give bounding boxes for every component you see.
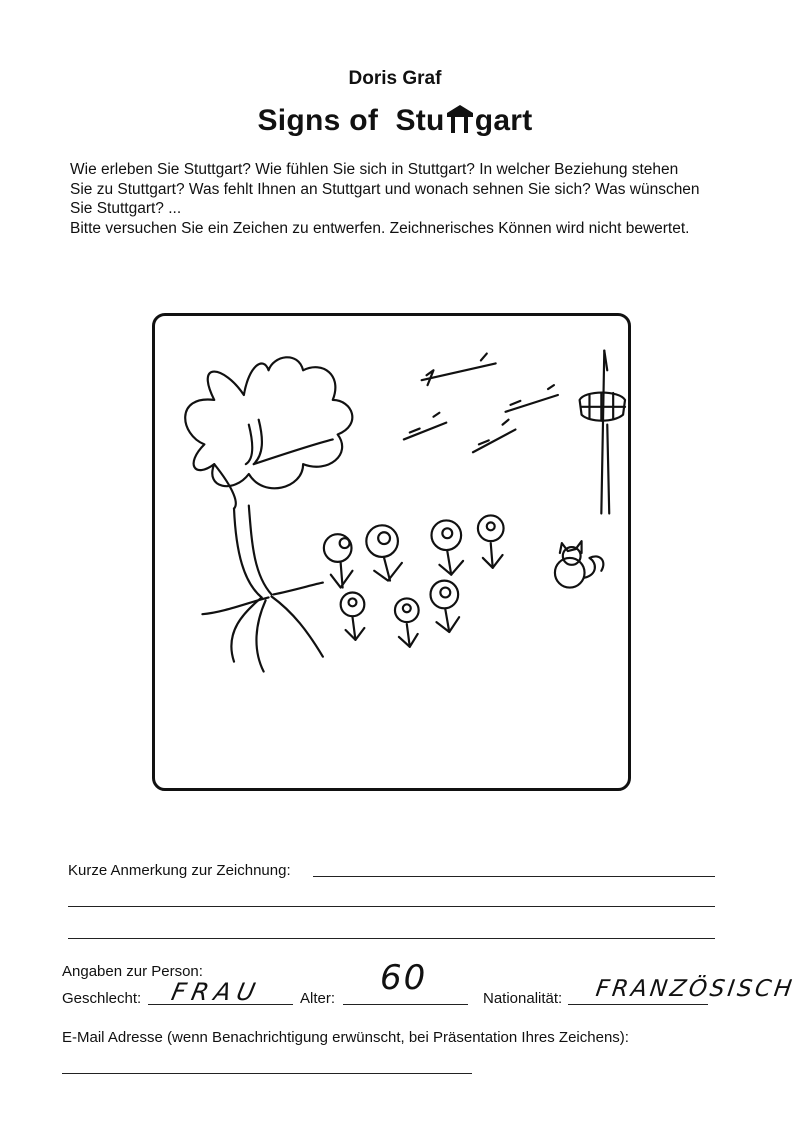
cat-icon bbox=[555, 541, 603, 587]
title-part-1: Signs of bbox=[257, 104, 379, 137]
gender-label: Geschlecht: bbox=[62, 990, 142, 1007]
intro-line: Bitte versuchen Sie ein Zeichen zu entwerfen. Zeichnerisches Können wird nicht bewertet. bbox=[70, 219, 690, 237]
tower-icon bbox=[580, 351, 625, 514]
age-value: 60 bbox=[380, 958, 428, 998]
gender-value: FRAU bbox=[169, 978, 264, 1006]
tree-icon bbox=[185, 357, 352, 671]
intro-line: Sie Stuttgart? ... bbox=[70, 200, 182, 217]
person-label: Angaben zur Person: bbox=[62, 963, 203, 980]
note-line-2[interactable] bbox=[68, 906, 715, 907]
tv-tower-t-logo-icon bbox=[445, 104, 475, 138]
nationality-line[interactable] bbox=[568, 1004, 708, 1005]
birds-icon bbox=[404, 354, 558, 453]
nationality-label: Nationalität: bbox=[483, 990, 563, 1007]
page-title bbox=[0, 104, 790, 138]
email-line[interactable] bbox=[62, 1073, 472, 1074]
email-label: E-Mail Adresse (wenn Benachrichtigung erwünscht, bei Präsentation Ihres Zeichens): bbox=[62, 1029, 629, 1046]
intro-text bbox=[70, 160, 750, 238]
drawing-frame bbox=[152, 313, 631, 791]
author-name: Doris Graf bbox=[348, 68, 442, 89]
title-part-2: Stu bbox=[395, 104, 445, 137]
note-line-3[interactable] bbox=[68, 938, 715, 939]
intro-line: Wie erleben Sie Stuttgart? Wie fühlen Sie sich in Stuttgart? In welcher Beziehung stehen bbox=[70, 161, 679, 178]
age-label: Alter: bbox=[300, 990, 336, 1007]
age-line[interactable] bbox=[343, 1004, 468, 1005]
drawing-canvas bbox=[155, 316, 628, 788]
flowers-icon bbox=[324, 515, 504, 646]
intro-line: Sie zu Stuttgart? Was fehlt Ihnen an Stuttgart und wonach sehnen Sie sich? Was wünschen bbox=[70, 180, 700, 198]
note-line-1[interactable] bbox=[313, 876, 715, 877]
title-part-3: gart bbox=[474, 104, 533, 137]
nationality-value: FRANZÖSISCH bbox=[594, 976, 797, 1002]
note-label: Kurze Anmerkung zur Zeichnung: bbox=[68, 862, 291, 879]
